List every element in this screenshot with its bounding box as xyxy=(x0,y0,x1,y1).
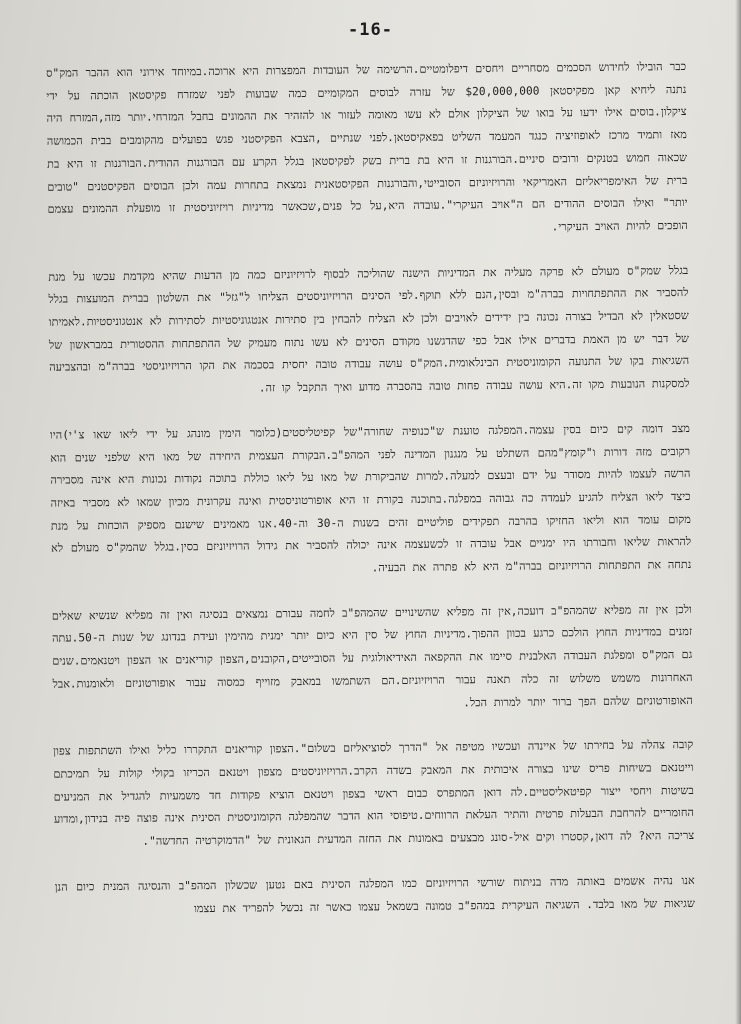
page-number: -16- xyxy=(348,20,393,40)
paragraph-4: ולכן אין זה מפליא שהמהפ"ב דועכה,אין זה מפליא שהשינויים שהמהפ"ב לחמה עבורם נמצאים בנסיגה ואין זה מפליא שנשיא שאלים זמנים במדיניות החוץ הולכם כרגע בכוון ההפוך.מדיניות החוץ של סין היא כיום יותר ימנית מהימין ועידת בנדונג של שנות ה-50.עתה גם המק"ס ומפלגת העבודה האלבנית סיימו את ההקפאה האידיאולוגית על הסובייטים,הקובנים,הצפון קוריאנים או הצפון ויטנאמים.שנים האחרונות משמש משלוש זה כלה תאנה עבור הרויזיוניזם.הם השתמשו במאבק מזוייף כמסוה עבור אופורטוניזם ולאומנות.אבל האופורטוניזם שלהם הפך ברור יותר למרות הכל. xyxy=(51,602,693,709)
paragraph-6: אנו נהיה אשמים באותה מדה בניתוח שורשי הרויזיוניזם כמו המפלגה הסינית באם נטען שכשלון המהפ"ב והנסיגה המנית כיום הנן שגיאות של מאו בלבד. השגיאה העיקרית במהפ"ב טמונה בשמאל עצמו כאשר זה נכשל להפריד את עצמו xyxy=(54,873,695,915)
paragraph-3: מצב דומה קים כיום בסין עצמה.המפלגה טוענת ש"כנופיה שחורה"של קפיטליסטים(כלומר הימין מונהג על ידי ליאו שאו צ'י)היו רקובים מזה דורות ו"קומץ"מהם השתלט על מנגנון המדינה לפני המהפ"ב.הבקורת העצמית היחידה של מאו היא שלפני שנים הוא הרשה לעצמו להיות מסודר על ידם ובעצם למעלה.למרות שהביקורת של מאו על ליאו כוללת בתוכה נקודות נכונות היא אינה מסבירה כיצד ליאו הצליח להגיע לעמדה כה גבוהה במפלגה.בתוכנה בקורת זו היא אופורטוניסטית ואינה עקרונית מכיון שמאו לא מסביר באיזה מקום עומד הוא וליאו החזיקו בהרבה תפקידים פוליטיים זהים בשנות ה-30 וה-40.אנו מאמינים שישנם מספיק הוכחות על מנת להראות שליאו וחבורתו היו ימניים אבל עובדה זו לכשעצמה אינה יכולה להסביר את גידול הרויזיוניזם בסין.בגלל שהמק"ס מעולם לא נתחה את התפתחות הרויזיוניזם בברה"מ היא לא פתרה את הבעיה. xyxy=(49,421,692,575)
page-edge-shadow xyxy=(735,0,741,1024)
paragraph-1: כבר הובילו לחידוש הסכמים מסחריים ויחסים דיפלומטיים.הרשימה של העובדות המפצרות היא ארוכה.במיוחד אירוני הוא ההבר המק"ס נתנה ליחיא קאן מפקיסטאן $20,000,000 של עזרה לבוסים המקומיים כמה שבועות לפני שמזרח פקיסטאן הוכתה על ידי ציקלון.בוסים אילו ידעו על בואו של הציקלון אולם לא עשו מאומה לעזור או להזהיר את ההמונים בחבל המזרחי.יותר מזה,המזרח היה מאז ותמיד מרכז לאופוזיציה כנגד המעמד השליט בפאקיסטאן.לפני שנתיים ,הצבא הפקיסטני פגש בפועלים מהקומבים בבית הכמושה שכאוה חמוש בטנקים ורובים סיניים.הבורגנות זו היא בת ברית בשק לפקיסטאן בגלל הקרע עם הבורגנות ההודית.הבורגנות זו היא בת ברית של האימפריאליזם האמריקאי והרויזיוניזם הסובייטי,והבורגנות הפקיסטאנית נמצאת בתחרות עמה ולכן הבוסים הפקיסטנים "טובים יותר" ואילו הבוסים ההודים הם ה"אויב העיקרי".עובדה היא,על כל פנים,שכאשר מדיניות רויזיוניסטית זו מופעלת ההמונים עצמם הופכים להיות האויב העיקרי. xyxy=(46,59,688,234)
paragraph-5: קובה צהלה על בחירתו של איינדה ועכשיו מטיפה אל "הדרך לסוציאליזם בשלום".הצפון קוריאנים התקררו כליל ואילו השתתפות צפון וייטנאם בשיחות פריס שינו בצורה איכותית את המאבק בשדה הקרב.הרויזיוניסטים מצפון ויטנאם הכריזו בקולי קולות על תמיכתם בשיטות ויחסי ייצור קפיטאליסטיים.לה דואן המתפרס כבום ראשי בצפון ויטנאם הוציא פקודות חד משמעיות להגדיל את המניעים החומריים להרחבת הבעלות פרטית והתיר העלאת הרווחים.טיפוסי הוא הדבר שהמפלגה הקומוניסטית הסינית אינה פוצה פיה בנידון,ומדוע צריכה היא? לה דואן,קסטרו וקים איל-סונג מבצעים באמונות את החזה המדעית הגאונית של "הדמוקרטיה החדשה". xyxy=(53,738,695,848)
paragraph-2: בגלל שמק"ס מעולם לא פרקה מעליה את המדיניות הישנה שהוליכה לבסוף לרויזיוניזם כמה מן הדעות שהיא מקדמת עכשו על מנת להסביר את ההתפתחויות בברה"מ ובסין,הנם ללא תוקף.לפי הסינים הרויזיוניסטים הצליחו ל"גזל" את השלטון בברית המועצות בגלל שסטאלין לא הבדיל בצורה נכונה בין ידידים לאויבים ולכן לא הצליח להבחין בין סתירות אנטגוניסטיות לסתירות לא אנטגוניסטיות.לאמיתו של דבר יש מן האמת בדברים אילו אבל כפי שהדגשנו מקודם הסינים לא עשו נתוח מעמיק של ההתפתחות ההסטורית במבראשון של השגיאות בקו של התנועה הקומוניסטית הבינלאומית.המק"ס עושה עבודה טובה יחסית בסכמה את הקו הרויזיוניסטי בברה"מ ובהצביעה למסקנות הנובעות מקו זה.היא עושה עבודה פחות טובה בהסברה מדוע ואיך התקבל קו זה. xyxy=(48,263,690,395)
page-text xyxy=(46,56,695,922)
